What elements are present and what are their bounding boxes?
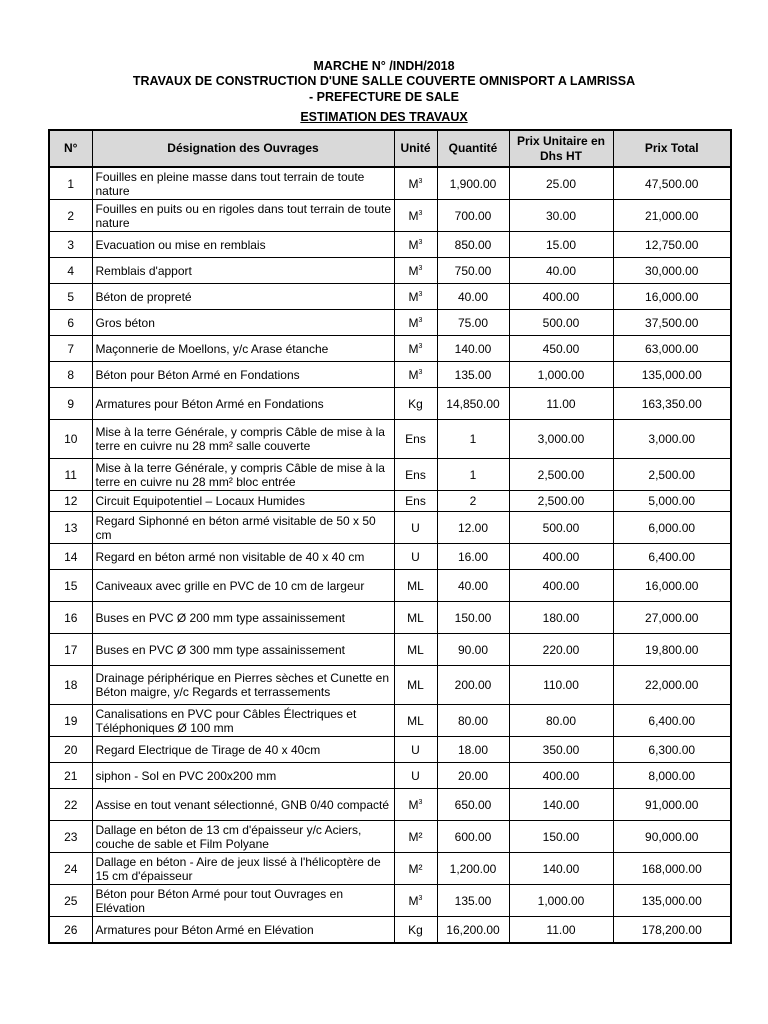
- row-designation: Canalisations en PVC pour Câbles Électriques et Téléphoniques Ø 100 mm: [92, 705, 394, 737]
- row-total-price: 135,000.00: [613, 885, 731, 917]
- row-designation: Regard Siphonné en béton armé visitable de 50 x 50 cm: [92, 512, 394, 544]
- estimation-table: [48, 129, 732, 944]
- row-quantity: 1: [437, 459, 509, 491]
- prefecture-line: - PREFECTURE DE SALE: [308, 90, 459, 104]
- col-header-quantite: Quantité: [437, 130, 509, 167]
- row-designation: Evacuation ou mise en remblais: [92, 232, 394, 258]
- row-quantity: 20.00: [437, 763, 509, 789]
- row-designation: Fouilles en pleine masse dans tout terrain de toute nature: [92, 167, 394, 200]
- row-unit: [394, 821, 437, 853]
- row-total-price: 30,000.00: [613, 258, 731, 284]
- row-unit-text: U: [411, 742, 420, 757]
- row-total-price: 37,500.00: [613, 310, 731, 336]
- row-unit-price: 2,500.00: [509, 491, 613, 512]
- row-unit: [394, 705, 437, 737]
- row-number: 15: [49, 570, 92, 602]
- row-total-price: 19,800.00: [613, 634, 731, 666]
- row-unit: [394, 666, 437, 705]
- row-unit-text: M: [408, 208, 419, 223]
- document-title: TRAVAUX DE CONSTRUCTION D'UNE SALLE COUVERTE OMNISPORT A LAMRISSA: [132, 74, 636, 88]
- row-number: 1: [49, 167, 92, 200]
- table-row: [49, 763, 731, 789]
- row-number: 14: [49, 544, 92, 570]
- row-unit: [394, 258, 437, 284]
- col-header-designation: Désignation des Ouvrages: [92, 130, 394, 167]
- section-title: [0, 110, 768, 125]
- marche-number: MARCHE N° /INDH/2018: [313, 59, 455, 73]
- row-unit: [394, 232, 437, 258]
- table-row: [49, 544, 731, 570]
- row-quantity: 16.00: [437, 544, 509, 570]
- row-unit: [394, 459, 437, 491]
- row-unit-price: 150.00: [509, 821, 613, 853]
- row-unit-text: M: [408, 176, 419, 191]
- row-quantity: 1: [437, 420, 509, 459]
- row-number: 18: [49, 666, 92, 705]
- table-body: [49, 167, 731, 943]
- row-number: 4: [49, 258, 92, 284]
- row-total-price: 5,000.00: [613, 491, 731, 512]
- table-row: [49, 388, 731, 420]
- table-row: [49, 789, 731, 821]
- table-row: [49, 310, 731, 336]
- row-unit: [394, 634, 437, 666]
- row-number: 24: [49, 853, 92, 885]
- row-unit-price: 400.00: [509, 763, 613, 789]
- row-designation: Drainage périphérique en Pierres sèches et Cunette en Béton maigre, y/c Regards et terrassements: [92, 666, 394, 705]
- row-quantity: 90.00: [437, 634, 509, 666]
- row-unit-text: M²: [408, 829, 423, 844]
- row-unit-exponent: 3: [418, 290, 423, 298]
- row-unit-price: 1,000.00: [509, 362, 613, 388]
- row-quantity: 200.00: [437, 666, 509, 705]
- row-quantity: 135.00: [437, 885, 509, 917]
- row-quantity: 18.00: [437, 737, 509, 763]
- row-total-price: 2,500.00: [613, 459, 731, 491]
- row-total-price: 16,000.00: [613, 570, 731, 602]
- table-row: [49, 362, 731, 388]
- row-designation: Armatures pour Béton Armé en Elévation: [92, 917, 394, 944]
- row-unit-price: 350.00: [509, 737, 613, 763]
- row-unit-price: 40.00: [509, 258, 613, 284]
- row-total-price: 168,000.00: [613, 853, 731, 885]
- row-quantity: 80.00: [437, 705, 509, 737]
- table-row: [49, 821, 731, 853]
- row-quantity: 12.00: [437, 512, 509, 544]
- row-designation: Assise en tout venant sélectionné, GNB 0/40 compacté: [92, 789, 394, 821]
- row-unit-text: M: [408, 341, 419, 356]
- row-unit: [394, 917, 437, 944]
- row-unit-text: Kg: [408, 396, 423, 411]
- row-unit-price: 1,000.00: [509, 885, 613, 917]
- table-row: [49, 336, 731, 362]
- row-unit: [394, 570, 437, 602]
- row-unit-exponent: 3: [418, 368, 423, 376]
- row-unit-exponent: 3: [418, 798, 423, 806]
- row-unit-text: M: [408, 237, 419, 252]
- row-unit-price: 25.00: [509, 167, 613, 200]
- row-unit-price: 500.00: [509, 310, 613, 336]
- row-number: 7: [49, 336, 92, 362]
- row-unit: [394, 544, 437, 570]
- row-unit: [394, 491, 437, 512]
- row-total-price: 27,000.00: [613, 602, 731, 634]
- row-number: 11: [49, 459, 92, 491]
- table-row: [49, 258, 731, 284]
- row-designation: Armatures pour Béton Armé en Fondations: [92, 388, 394, 420]
- row-unit-text: ML: [407, 610, 424, 625]
- row-unit-exponent: 3: [418, 238, 423, 246]
- row-designation: Dallage en béton - Aire de jeux lissé à l'hélicoptère de 15 cm d'épaisseur: [92, 853, 394, 885]
- row-total-price: 8,000.00: [613, 763, 731, 789]
- row-quantity: 650.00: [437, 789, 509, 821]
- row-unit-price: 110.00: [509, 666, 613, 705]
- row-designation: Buses en PVC Ø 200 mm type assainissement: [92, 602, 394, 634]
- row-unit-text: M: [408, 797, 419, 812]
- row-unit-price: 30.00: [509, 200, 613, 232]
- row-designation: Gros béton: [92, 310, 394, 336]
- row-unit: [394, 336, 437, 362]
- row-designation: Circuit Equipotentiel – Locaux Humides: [92, 491, 394, 512]
- row-number: 16: [49, 602, 92, 634]
- row-unit: [394, 310, 437, 336]
- row-number: 3: [49, 232, 92, 258]
- row-quantity: 16,200.00: [437, 917, 509, 944]
- row-unit: [394, 885, 437, 917]
- row-unit-price: 140.00: [509, 853, 613, 885]
- row-unit-text: Ens: [405, 432, 426, 446]
- row-number: 23: [49, 821, 92, 853]
- row-number: 10: [49, 420, 92, 459]
- row-unit: [394, 763, 437, 789]
- row-total-price: 3,000.00: [613, 420, 731, 459]
- row-unit-text: M: [408, 289, 419, 304]
- table-row: [49, 602, 731, 634]
- row-unit-price: 2,500.00: [509, 459, 613, 491]
- row-number: 2: [49, 200, 92, 232]
- row-unit-text: U: [411, 768, 420, 783]
- row-designation: Béton pour Béton Armé pour tout Ouvrages en Elévation: [92, 885, 394, 917]
- row-unit: [394, 284, 437, 310]
- row-number: 20: [49, 737, 92, 763]
- row-quantity: 600.00: [437, 821, 509, 853]
- row-unit: [394, 388, 437, 420]
- row-unit-price: 400.00: [509, 284, 613, 310]
- row-unit-text: M: [408, 367, 419, 382]
- row-unit-price: 11.00: [509, 388, 613, 420]
- row-total-price: 22,000.00: [613, 666, 731, 705]
- row-unit-text: ML: [407, 713, 424, 728]
- row-unit: [394, 362, 437, 388]
- row-unit-text: U: [411, 549, 420, 564]
- table-row: [49, 666, 731, 705]
- row-unit-text: Kg: [408, 922, 423, 937]
- table-row: [49, 284, 731, 310]
- row-unit-price: 220.00: [509, 634, 613, 666]
- row-total-price: 163,350.00: [613, 388, 731, 420]
- row-quantity: 1,900.00: [437, 167, 509, 200]
- col-header-prix-total: Prix Total: [613, 130, 731, 167]
- row-unit-text: Ens: [405, 494, 426, 508]
- row-unit: [394, 737, 437, 763]
- row-number: 17: [49, 634, 92, 666]
- row-total-price: 135,000.00: [613, 362, 731, 388]
- row-unit-text: ML: [407, 578, 424, 593]
- row-designation: Regard en béton armé non visitable de 40 x 40 cm: [92, 544, 394, 570]
- row-number: 12: [49, 491, 92, 512]
- row-designation: Béton de propreté: [92, 284, 394, 310]
- table-header-row: [49, 130, 731, 167]
- row-unit-text: ML: [407, 678, 424, 692]
- row-unit-exponent: 3: [418, 264, 423, 272]
- row-unit-exponent: 3: [418, 894, 423, 902]
- row-quantity: 75.00: [437, 310, 509, 336]
- row-unit-text: Ens: [405, 467, 426, 482]
- table-row: [49, 420, 731, 459]
- row-unit-text: M: [408, 893, 419, 908]
- row-quantity: 1,200.00: [437, 853, 509, 885]
- col-header-prix-unitaire: Prix Unitaire en Dhs HT: [509, 130, 613, 167]
- col-header-num: N°: [49, 130, 92, 167]
- row-unit-text: U: [411, 520, 420, 535]
- row-total-price: 21,000.00: [613, 200, 731, 232]
- row-unit: [394, 602, 437, 634]
- row-number: 6: [49, 310, 92, 336]
- row-designation: Maçonnerie de Moellons, y/c Arase étanche: [92, 336, 394, 362]
- col-header-unite: Unité: [394, 130, 437, 167]
- row-total-price: 6,000.00: [613, 512, 731, 544]
- row-unit-price: 400.00: [509, 570, 613, 602]
- row-quantity: 135.00: [437, 362, 509, 388]
- row-total-price: 47,500.00: [613, 167, 731, 200]
- row-unit-exponent: 3: [418, 177, 423, 185]
- row-number: 21: [49, 763, 92, 789]
- row-quantity: 750.00: [437, 258, 509, 284]
- row-designation: Dallage en béton de 13 cm d'épaisseur y/c Aciers, couche de sable et Film Polyane: [92, 821, 394, 853]
- row-designation: Mise à la terre Générale, y compris Câble de mise à la terre en cuivre nu 28 mm² bloc entrée: [92, 459, 394, 491]
- row-designation: Caniveaux avec grille en PVC de 10 cm de largeur: [92, 570, 394, 602]
- row-total-price: 12,750.00: [613, 232, 731, 258]
- table-row: [49, 232, 731, 258]
- row-unit: [394, 512, 437, 544]
- row-unit: [394, 789, 437, 821]
- row-total-price: 63,000.00: [613, 336, 731, 362]
- row-number: 22: [49, 789, 92, 821]
- row-total-price: 178,200.00: [613, 917, 731, 944]
- row-designation: Regard Electrique de Tirage de 40 x 40cm: [92, 737, 394, 763]
- table-row: [49, 200, 731, 232]
- row-number: 26: [49, 917, 92, 944]
- row-unit-price: 15.00: [509, 232, 613, 258]
- row-unit: [394, 420, 437, 459]
- row-number: 25: [49, 885, 92, 917]
- row-total-price: 91,000.00: [613, 789, 731, 821]
- row-unit-price: 140.00: [509, 789, 613, 821]
- row-designation: Béton pour Béton Armé en Fondations: [92, 362, 394, 388]
- row-unit-exponent: 3: [418, 342, 423, 350]
- row-number: 5: [49, 284, 92, 310]
- row-quantity: 700.00: [437, 200, 509, 232]
- table-row: [49, 167, 731, 200]
- row-unit-price: 11.00: [509, 917, 613, 944]
- row-unit-text: ML: [407, 642, 424, 657]
- row-unit-price: 450.00: [509, 336, 613, 362]
- row-total-price: 16,000.00: [613, 284, 731, 310]
- row-designation: Remblais d'apport: [92, 258, 394, 284]
- table-row: [49, 634, 731, 666]
- table-row: [49, 885, 731, 917]
- row-quantity: 40.00: [437, 570, 509, 602]
- table-row: [49, 705, 731, 737]
- row-number: 8: [49, 362, 92, 388]
- row-quantity: 150.00: [437, 602, 509, 634]
- row-unit-text: M: [408, 263, 419, 278]
- table-row: [49, 570, 731, 602]
- table-row: [49, 459, 731, 491]
- row-quantity: 14,850.00: [437, 388, 509, 420]
- table-row: [49, 512, 731, 544]
- table-row: [49, 853, 731, 885]
- row-unit-price: 180.00: [509, 602, 613, 634]
- row-unit-price: 500.00: [509, 512, 613, 544]
- row-quantity: 2: [437, 491, 509, 512]
- row-total-price: 6,300.00: [613, 737, 731, 763]
- row-unit-price: 3,000.00: [509, 420, 613, 459]
- row-unit-text: M: [408, 315, 419, 330]
- row-total-price: 6,400.00: [613, 705, 731, 737]
- row-unit: [394, 853, 437, 885]
- row-number: 19: [49, 705, 92, 737]
- row-quantity: 140.00: [437, 336, 509, 362]
- row-total-price: 6,400.00: [613, 544, 731, 570]
- row-unit: [394, 167, 437, 200]
- row-unit-text: M²: [408, 861, 423, 876]
- table-row: [49, 917, 731, 944]
- row-designation: Fouilles en puits ou en rigoles dans tout terrain de toute nature: [92, 200, 394, 232]
- row-unit-exponent: 3: [418, 209, 423, 217]
- row-unit: [394, 200, 437, 232]
- row-quantity: 40.00: [437, 284, 509, 310]
- table-row: [49, 737, 731, 763]
- row-designation: siphon - Sol en PVC 200x200 mm: [92, 763, 394, 789]
- row-unit-exponent: 3: [418, 316, 423, 324]
- row-quantity: 850.00: [437, 232, 509, 258]
- row-number: 13: [49, 512, 92, 544]
- row-unit-price: 400.00: [509, 544, 613, 570]
- table-row: [49, 491, 731, 512]
- row-designation: Mise à la terre Générale, y compris Câble de mise à la terre en cuivre nu 28 mm² salle couverte: [92, 420, 394, 459]
- row-number: 9: [49, 388, 92, 420]
- row-unit-price: 80.00: [509, 705, 613, 737]
- row-designation: Buses en PVC Ø 300 mm type assainissement: [92, 634, 394, 666]
- row-total-price: 90,000.00: [613, 821, 731, 853]
- section-title-text: ESTIMATION DES TRAVAUX: [300, 110, 468, 124]
